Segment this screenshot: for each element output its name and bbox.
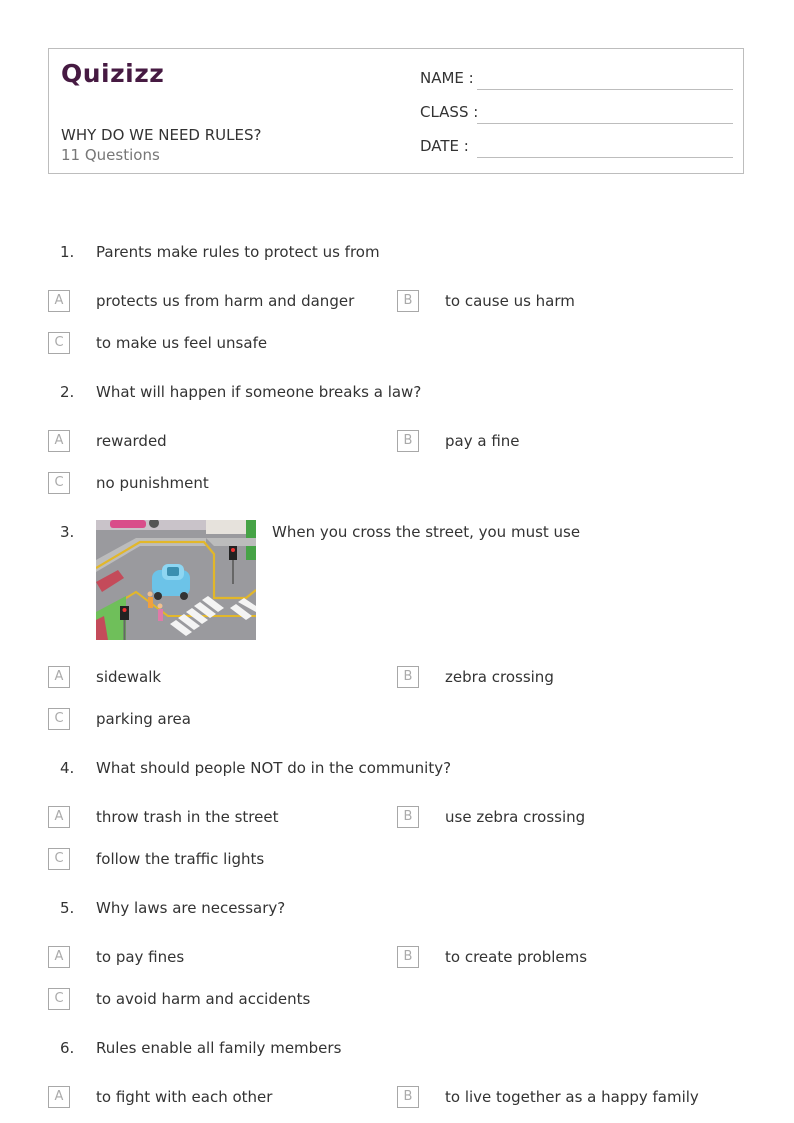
worksheet-header <box>48 48 744 174</box>
option-letter-box[interactable]: B <box>397 430 419 452</box>
option-letter-box[interactable]: B <box>397 806 419 828</box>
option-text: rewarded <box>96 432 167 450</box>
question-text: When you cross the street, you must use <box>272 523 581 541</box>
option-letter-box[interactable]: A <box>48 806 70 828</box>
option-text: to make us feel unsafe <box>96 334 268 352</box>
option-text: sidewalk <box>96 668 162 686</box>
option-letter-box[interactable]: B <box>397 1086 419 1108</box>
question-number: 2. <box>60 383 75 401</box>
option-text: protects us from harm and danger <box>96 292 355 310</box>
option-letter-box[interactable]: B <box>397 946 419 968</box>
option-letter-box[interactable]: C <box>48 332 70 354</box>
option-letter-box[interactable]: C <box>48 988 70 1010</box>
option-text: throw trash in the street <box>96 808 279 826</box>
question-count: 11 Questions <box>61 146 160 164</box>
name-line[interactable] <box>477 89 733 90</box>
option-text: pay a fine <box>445 432 520 450</box>
question-text: Rules enable all family members <box>96 1039 342 1057</box>
option-text: to avoid harm and accidents <box>96 990 311 1008</box>
option-text: to pay fines <box>96 948 185 966</box>
option-letter-box[interactable]: A <box>48 666 70 688</box>
option-text: to create problems <box>445 948 588 966</box>
quizizz-logo: Quizizz <box>61 59 165 88</box>
option-text: zebra crossing <box>445 668 554 686</box>
option-text: parking area <box>96 710 191 728</box>
option-text: to cause us harm <box>445 292 575 310</box>
name-label: NAME : <box>420 69 474 87</box>
date-label: DATE : <box>420 137 469 155</box>
option-text: to fight with each other <box>96 1088 273 1106</box>
question-number: 1. <box>60 243 75 261</box>
option-letter-box[interactable]: A <box>48 290 70 312</box>
class-label: CLASS : <box>420 103 479 121</box>
option-letter-box[interactable]: A <box>48 430 70 452</box>
option-text: to live together as a happy family <box>445 1088 699 1106</box>
option-letter-box[interactable]: A <box>48 1086 70 1108</box>
question-number: 5. <box>60 899 75 917</box>
option-letter-box[interactable]: C <box>48 472 70 494</box>
question-text: Why laws are necessary? <box>96 899 286 917</box>
option-text: use zebra crossing <box>445 808 586 826</box>
question-text: Parents make rules to protect us from <box>96 243 380 261</box>
option-letter-box[interactable]: C <box>48 708 70 730</box>
question-number: 3. <box>60 523 75 541</box>
date-line[interactable] <box>477 157 733 158</box>
street-crossing-illustration <box>96 520 256 640</box>
option-letter-box[interactable]: C <box>48 848 70 870</box>
option-letter-box[interactable]: B <box>397 290 419 312</box>
question-number: 6. <box>60 1039 75 1057</box>
question-text: What should people NOT do in the community? <box>96 759 452 777</box>
option-text: follow the traffic lights <box>96 850 265 868</box>
option-text: no punishment <box>96 474 209 492</box>
class-line[interactable] <box>477 123 733 124</box>
question-number: 4. <box>60 759 75 777</box>
question-text: What will happen if someone breaks a law? <box>96 383 422 401</box>
worksheet-title: WHY DO WE NEED RULES? <box>61 126 262 144</box>
option-letter-box[interactable]: A <box>48 946 70 968</box>
option-letter-box[interactable]: B <box>397 666 419 688</box>
